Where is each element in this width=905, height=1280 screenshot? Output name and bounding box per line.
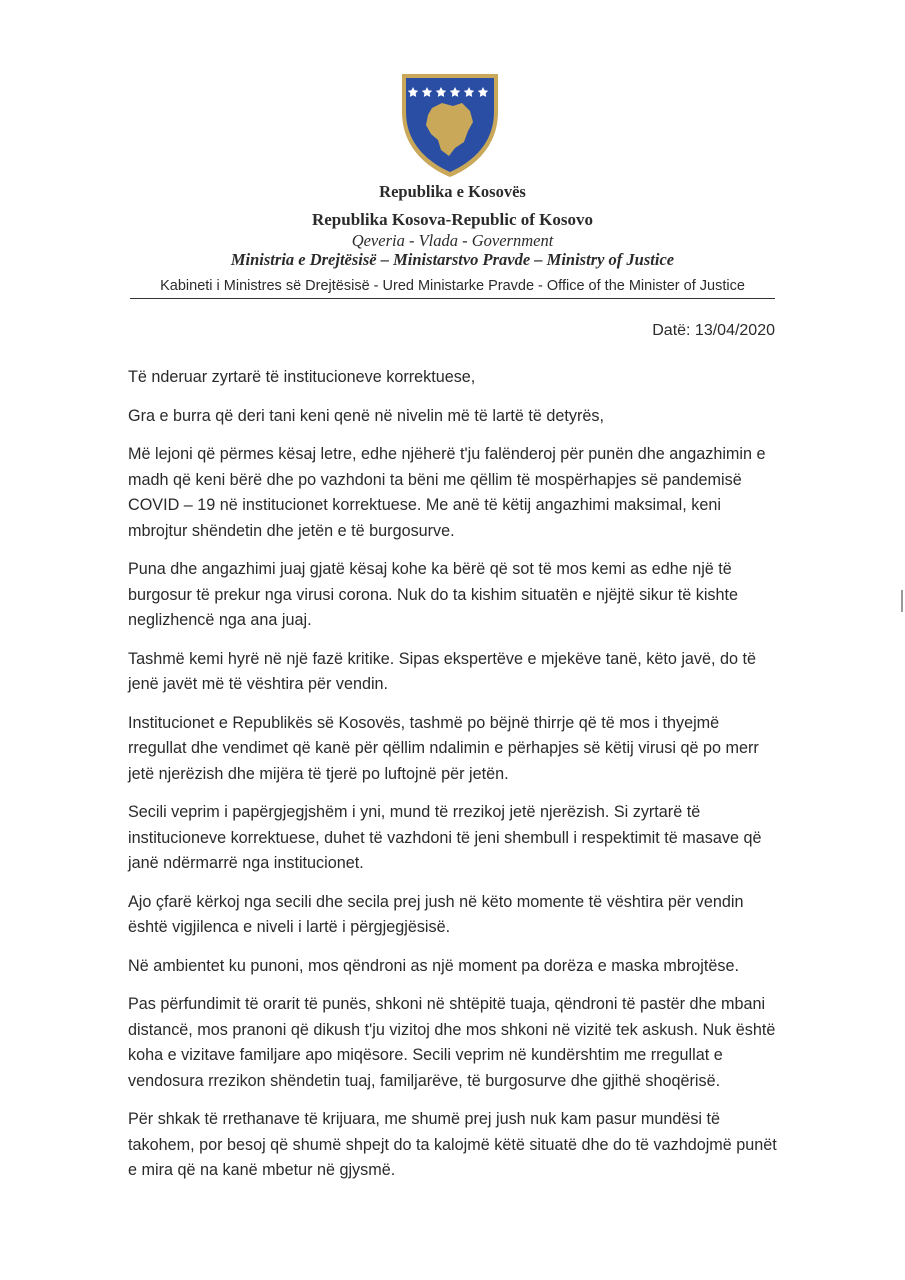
letter-paragraph: Për shkak të rrethanave të krijuara, me shumë prej jush nuk kam pasur mundësi të takohem, por besoj që shumë shpejt do ta kalojmë këtë situatë dhe do të vazhdojmë punët e mira që na kanë mbetur në gjysmë. bbox=[128, 1110, 777, 1179]
scan-edge-mark bbox=[901, 590, 903, 612]
republic-name-multilingual: Republika Kosova-Republic of Kosovo bbox=[311, 210, 593, 229]
letter-paragraph: Më lejoni që përmes kësaj letre, edhe njëherë t'ju falënderoj për punën dhe angazhimin e madh që keni bërë dhe po vazhdoni ta bëni me qëllim të mospërhapjes së pandemisë COVID – 19 në institucionet korrektuese. Me anë të këtij angazhimi maksimal, keni mbrojtur shëndetin dhe jetën e të burgosurve. bbox=[128, 445, 766, 540]
letter-date: Datë: 13/04/2020 bbox=[652, 322, 775, 339]
cabinet-line: Kabineti i Ministres së Drejtësisë - Ured Ministarke Pravde - Office of the Minister of Justice bbox=[130, 276, 775, 299]
letter-paragraph: Ajo çfarë kërkoj nga secili dhe secila prej jush në këto momente të vështira për vendin është vigjilenca e niveli i lartë i përgjegjësisë. bbox=[128, 892, 744, 936]
letter-paragraph: Në ambientet ku punoni, mos qëndroni as një moment pa dorëza e maska mbrojtëse. bbox=[128, 956, 739, 975]
republic-name-sq: Republika e Kosovës bbox=[379, 182, 526, 201]
letter-paragraph: Tashmë kemi hyrë në një fazë kritike. Sipas ekspertëve e mjekëve tanë, këto javë, do të jenë javët më të vështira për vendin. bbox=[128, 649, 757, 693]
kosovo-coat-of-arms-icon bbox=[398, 70, 502, 180]
letter-paragraph: Gra e burra që deri tani keni qenë në nivelin më të lartë të detyrës, bbox=[128, 406, 604, 425]
government-line: Qeveria - Vlada - Government bbox=[351, 231, 554, 250]
letter-body bbox=[128, 365, 778, 1197]
letter-paragraph: Institucionet e Republikës së Kosovës, tashmë po bëjnë thirrje që të mos i thyejmë rregullat dhe vendimet që kanë për qëllim ndalimin e përhapjes së këtij virusi që po merr jetë njerëzish dhe mijëra të tjerë po luftojnë për jetën. bbox=[128, 713, 759, 783]
letter-paragraph: Secili veprim i papërgjegjshëm i yni, mund të rrezikoj jetë njerëzish. Si zyrtarë të institucioneve korrektuese, duhet të vazhdoni të jeni shembull i respektimit të masave që janë ndërmarrë nga institucionet. bbox=[128, 803, 762, 872]
letter-paragraph: Pas përfundimit të orarit të punës, shkoni në shtëpitë tuaja, qëndroni të pastër dhe mbani distancë, mos pranoni që dikush t'ju vizitoj dhe mos shkoni në vizitë tek askush. Nuk është koha e vizitave familjare apo miqësore. Secili veprim në kundërshtim me rregullat e vendosura rrezikon shëndetin tuaj, familjarëve, të burgosurve dhe gjithë shoqërisë. bbox=[128, 995, 776, 1090]
letter-paragraph: Të nderuar zyrtarë të institucioneve korrektuese, bbox=[128, 368, 476, 386]
ministry-line: Ministria e Drejtësisë – Ministarstvo Pravde – Ministry of Justice bbox=[230, 250, 675, 269]
letter-paragraph: Puna dhe angazhimi juaj gjatë kësaj kohe ka bërë që sot të mos kemi as edhe një të burgosur të prekur nga virusi corona. Nuk do ta kishim situatën e njëjtë sikur të kishte neglizhencë nga ana juaj. bbox=[128, 560, 739, 629]
